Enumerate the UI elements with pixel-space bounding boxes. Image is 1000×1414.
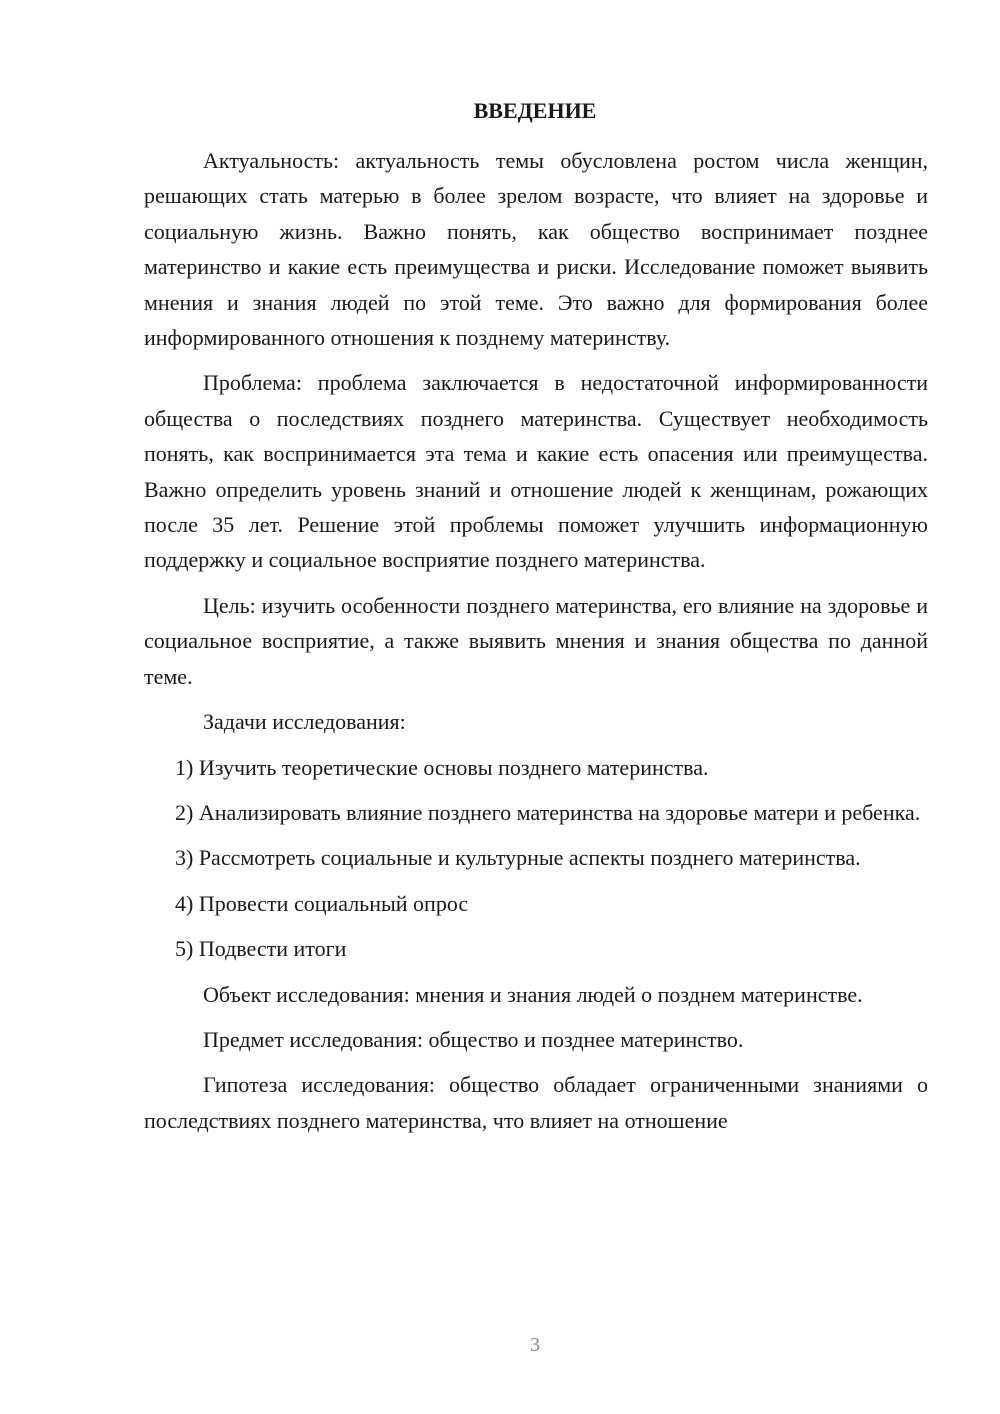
task-item: 1) Изучить теоретические основы позднего материнства. bbox=[175, 754, 709, 780]
relevance-paragraph: Актуальность: актуальность темы обусловлена ростом числа женщин, решающих стать матерью в более зрелом возрасте, что влияет на здоровье и социальную жизнь. Важно понять, как общество воспринимает позднее материнство и какие есть преимущества и риски. Исследование поможет выявить мнения и знания людей по этой теме. Это важно для формирования более информированного отношения к позднему материнству. bbox=[144, 148, 928, 351]
goal-paragraph: Цель: изучить особенности позднего материнства, его влияние на здоровье и социальное восприятие, а также выявить мнения и знания общества по данной теме. bbox=[144, 592, 928, 689]
subject-paragraph: Предмет исследования: общество и позднее материнство. bbox=[203, 1026, 744, 1052]
hypothesis-paragraph: Гипотеза исследования: общество обладает ограниченными знаниями о последствиях позднего материнства, что влияет на отношение bbox=[144, 1072, 928, 1133]
page-number: 3 bbox=[530, 1334, 540, 1356]
task-item: 3) Рассмотреть социальные и культурные аспекты позднего материнства. bbox=[175, 845, 861, 871]
task-item: 5) Подвести итоги bbox=[175, 936, 347, 962]
problem-paragraph: Проблема: проблема заключается в недостаточной информированности общества о последствиях позднего материнства. Существует необходимость понять, как воспринимается эта тема и какие есть опасения или преимущества. Важно определить уровень знаний и отношение людей к женщинам, рожающих после 35 лет. Решение этой проблемы поможет улучшить информационную поддержку и социальное восприятие позднего материнства. bbox=[144, 370, 928, 573]
task-item: 2) Анализировать влияние позднего материнства на здоровье матери и ребенка. bbox=[175, 799, 921, 825]
document-body bbox=[144, 143, 928, 1138]
task-item: 4) Провести социальный опрос bbox=[175, 890, 469, 916]
object-paragraph: Объект исследования: мнения и знания людей о позднем материнстве. bbox=[203, 981, 863, 1007]
section-title: ВВЕДЕНИЕ bbox=[473, 98, 597, 123]
tasks-heading: Задачи исследования: bbox=[203, 709, 406, 735]
